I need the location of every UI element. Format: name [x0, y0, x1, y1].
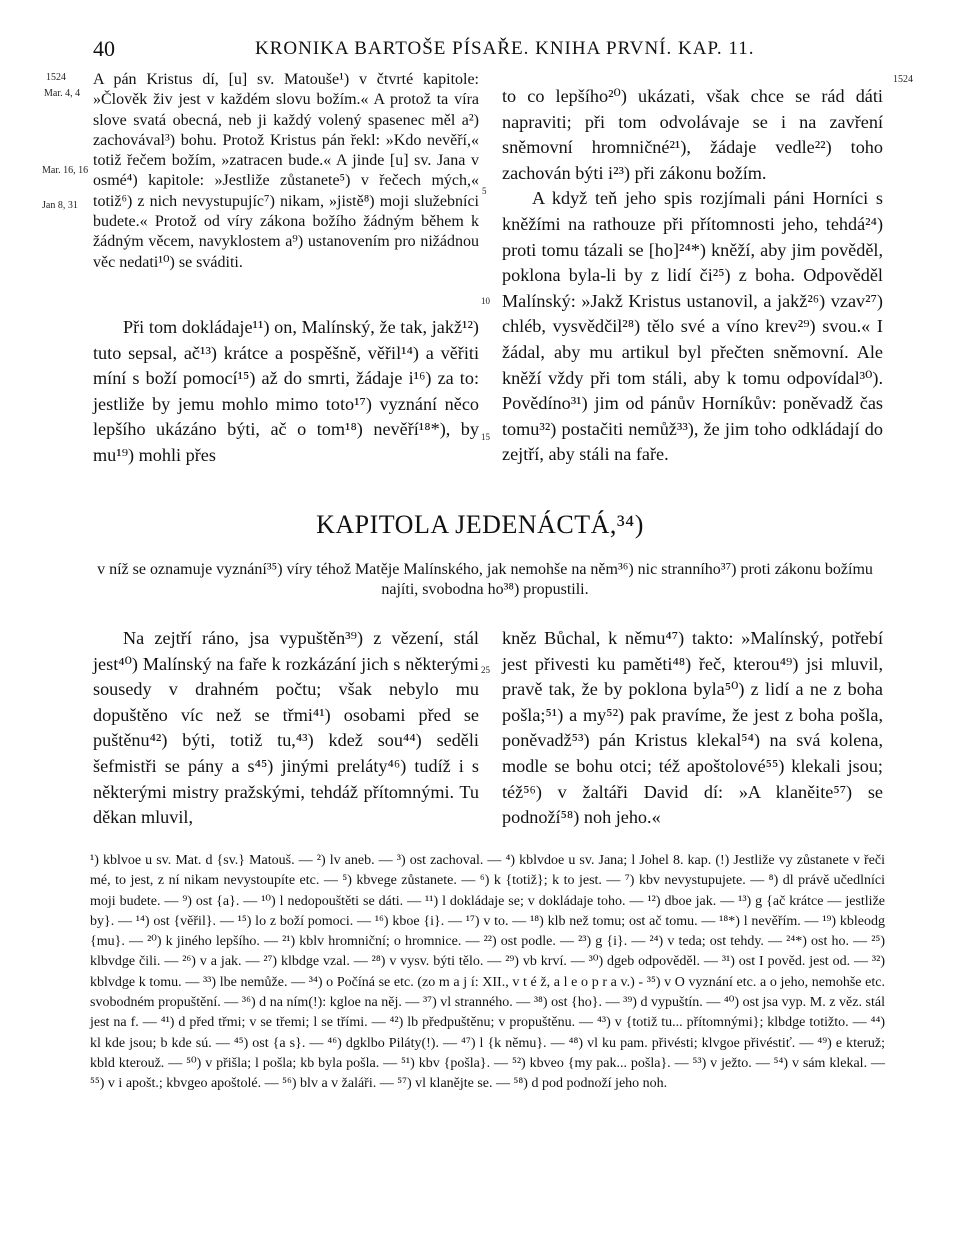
page-header	[0, 36, 960, 66]
bottom-right-column	[502, 626, 883, 831]
line-number: 10	[481, 296, 490, 306]
top-left-column-cont	[93, 315, 479, 469]
paragraph: Při tom dokládaje¹¹) on, Malínský, že tak, jakž¹²) tuto sepsal, ač¹³) krátce a pospěšně, věřil¹⁴) a věřiti míní s boží pomocí¹⁵) až do smrti, žádaje i¹⁶) za to: jestliže by jemu mohlo mimo toto¹⁷) vyznání něco lepšího ukázáno býti, ač o tom¹⁸) nevěří¹⁸*), by mu¹⁹) mohli přes	[93, 317, 479, 465]
margin-note-year: 1524	[46, 72, 66, 83]
margin-note-citation: Jan 8, 31	[42, 200, 78, 211]
top-left-column	[93, 70, 479, 273]
running-title: KRONIKA BARTOŠE PÍSAŘE. KNIHA PRVNÍ. KAP. 11.	[255, 38, 755, 59]
paragraph: Na zejtří ráno, jsa vypuštěn³⁹) z vězení, stál jest⁴⁰) Malínský na faře k rozkázání jich s některými sousedy v drahném počtu; však nebylo mu dopuštěno víc než se třmi⁴¹) osobami před se puštěnu⁴²) býti, totiž tu,⁴³) kdež sou⁴⁴) seděli šefmistři se pány a s⁴⁵) jinými preláty⁴⁶) tudíž i s některými mistry pražskými, tehdáž přítomnými. Tu děkan mluvil,	[93, 628, 479, 828]
bottom-left-column	[93, 626, 479, 831]
margin-note-citation: Mar. 16, 16	[42, 165, 89, 176]
paragraph: A když teň jeho spis rozjímali páni Horníci s kněžími na rathouze při přítomnosti jeho, tehdá²⁴) proti tomu tázali se [ho]²⁴*) kněží, aby jim pověděl, poklona byla-li by z lidí či²⁵) z boha. Odpověděl Malínský: »Jakž Kristus ustanovil, a jakž²⁶) vzav²⁷) chléb, vysvědčil²⁸) tělo své a víno krev²⁹) svou.« I žádal, aby mu artikul byl přečten sněmovní. Ale kněží vždy při tom stáli, aby k tomu odpovídal³⁰). Povědíno³¹) jim od pánův Horníkův: poněvadž čas tomu³²) postačiti nemůž³³), že jim toho odkládají do zejtří, aby stáli na faře.	[502, 188, 883, 465]
paragraph: A pán Kristus dí, [u] sv. Matouše¹) v čtvrté kapitole: »Člověk živ jest v každém slovu božím.« A protož ta víra slove svatá obecná, neb ji každý volený spasenec měl a²) zachovával³) bohu. Protož Kristus pán řekl: »Kdo nevěří,« totiž řečem božím, »zatracen bude.« A jinde [u] sv. Jana v osmé⁴) kapitole: »Jestliže zůstanete⁵) v řečech mých,« totiž⁶) z nich nevystupujíc⁷) nikam, »jistě⁸) moji služebníci budete.« Protož od víry zákona božího žádným během k žádným věcem, navyklostem a⁹) ustanovením pro nižádnou věc nedati¹⁰) se sváditi.	[93, 71, 479, 271]
paragraph: to co lepšího²⁰) ukázati, však chce se rád dáti napraviti; při tom odvolávaje se i na zavření sněmovní hromničné²¹), žádaje vedle²²) toho zachován býti i²³) při zákonu božím.	[502, 86, 883, 183]
line-number: 15	[481, 432, 490, 442]
chapter-summary: v níž se oznamuje vyznání³⁵) víry téhož Matěje Malínského, jak nemohše na něm³⁶) nic stranního³⁷) proti zákonu božímu najíti, svobodna ho³⁸) propustili.	[97, 561, 873, 598]
paragraph: kněz Bůchal, k němu⁴⁷) takto: »Malínský, potřebí jest přivesti ku paměti⁴⁸) řeč, kterou⁴⁹) jsi mluvil, pravě tak, že by poklona byla⁵⁰) z lidí a ne z boha pošla;⁵¹) a my⁵²) pak pravíme, že jest z boha pošla, poněvadž⁵³) pán Kristus klekal⁵⁴) na svá kolena, modle se bohu otci; též apoštolové⁵⁵) klekali jsou; též⁵⁶) v žaltáři David dí: »A klaněite⁵⁷) se podnoží⁵⁸) noh jeho.«	[502, 628, 883, 828]
line-number: 25	[481, 665, 490, 675]
footnotes: ¹) kblvoe u sv. Mat. d {sv.} Matouš. — ²) lv aneb. — ³) ost zachoval. — ⁴) kblvdoe u sv. Jana; l Johel 8. kap. (!) Jestliže vy zůstanete v řeči mé, to jest, z ní nikam nevystoupíte etc. — ⁵) kbvege zůstanete. — ⁶) k {totiž}; k to jest. — ⁷) kbv nevystupujete. — ⁸) dl právě učedlníci moji budete. — ⁹) ost {a}. — ¹⁰) l nedopouštěti se dáti. — ¹¹) l dokládaje se; v dokládaje toho. — ¹²) dboe jak. — ¹³) g {ač krátce — jestliže by}. — ¹⁴) ost {věřil}. — ¹⁵) lo z boží pomoci. — ¹⁶) kboe {i}. — ¹⁷) v to. — ¹⁸) klb než tomu; ost ač tomu. — ¹⁸*) l nevěřím. — ¹⁹) kbleodg {mu}. — ²⁰) k jiného lepšího. — ²¹) kblv hromniční; o hromnice. — ²²) ost podle. — ²³) g {i}. — ²⁴) v teda; ost tehdy. — ²⁴*) ost ho. — ²⁵) klbvdge čili. — ²⁶) v a jak. — ²⁷) klbdge vzal. — ²⁸) v vysv. býti tělo. — ²⁹) vb krví. — ³⁰) dgeb odpověděl. — ³¹) ost I pověd. jest od. — ³²) kblvdge k tomu. — ³³) lbe nemůže. — ³⁴) o Počíná se etc. (zo m a j í: XII., v t é ž, a l e o p r a v.) - ³⁵) v O vyznání etc. a o jeho, nemohše etc. svobodném propuštění. — ³⁶) d na ním(!): kgloe na něj. — ³⁷) vl stranného. — ³⁸) ost {ho}. — ³⁹) d vypuštín. — ⁴⁰) ost jsa vyp. M. z věz. stál jest na f. — ⁴¹) d před třmi; v se třemi; l se třími. — ⁴²) lb předpuštěnu; v propuštěnu. — ⁴³) v {totiž tu... přítomnými}; klbdge totižto. — ⁴⁴) kl kde jsou; b kde sú. — ⁴⁵) ost {a s}. — ⁴⁶) dgklbo Piláty(!). — ⁴⁷) l {k němu}. — ⁴⁸) vl ku pam. přivésti; klvgoe přivéstiť. — ⁴⁹) e kteruž; kbld kterouž. — ⁵⁰) v přišla; l pošla; kb byla pošla. — ⁵¹) kbv {pošla}. — ⁵²) kbveo {my pak... pošla}. — ⁵³) v ježto. — ⁵⁴) v sám klekal. — ⁵⁵) v i apošt.; kbvgeo apoštolé. — ⁵⁶) blv a v žaláři. — ⁵⁷) vl klanějte se. — ⁵⁸) d pod podnoží jeho noh.	[90, 853, 885, 1092]
page-number: 40	[93, 36, 115, 61]
margin-note-year: 1524	[893, 74, 913, 85]
margin-note-citation: Mar. 4, 4	[44, 88, 81, 99]
chapter-title: KAPITOLA JEDENÁCTÁ,³⁴)	[316, 510, 644, 539]
line-number: 5	[482, 186, 487, 196]
top-right-column	[502, 84, 883, 468]
